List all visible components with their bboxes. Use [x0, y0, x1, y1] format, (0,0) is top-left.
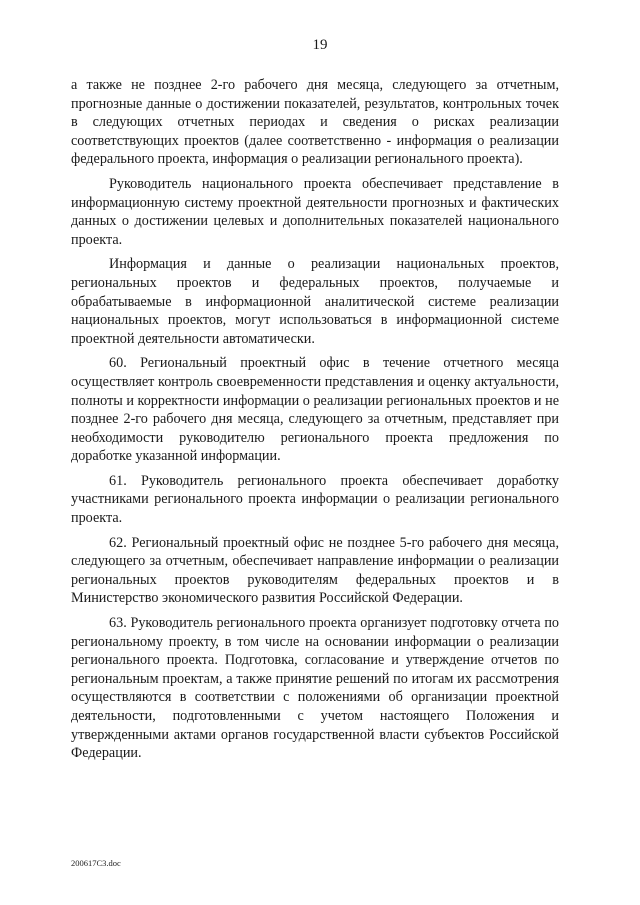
document-body [71, 76, 559, 769]
paragraph-national-project-head: Руководитель национального проекта обеспечивает представление в информационную систему проектной деятельности прогнозных и фактических данных о достижении целевых и дополнительных показателей национального проекта. [71, 175, 559, 248]
paragraph-item-63: 63. Руководитель регионального проекта организует подготовку отчета по региональному проекту, в том числе на основании информации о реализации регионального проекта. Подготовка, согласование и утверждение отчетов по региональным проектам, а также принятие решений по итогам их рассмотрения осуществляются в соответствии с положениями об организации проектной деятельности, подготовленными с учетом настоящего Положения и утвержденными актами органов государственной власти субъектов Российской Федерации. [71, 615, 559, 762]
paragraph-item-62: 62. Региональный проектный офис не позднее 5-го рабочего дня месяца, следующего за отчетным, обеспечивает направление информации о реализации региональных проектов руководителям федеральных проектов и в Министерство экономического развития Российской Федерации. [71, 534, 559, 607]
document-file-code: 200617С3.doc [71, 858, 121, 868]
page-number: 19 [312, 37, 328, 53]
paragraph-item-61: 61. Руководитель регионального проекта обеспечивает доработку участниками регионального проекта информации о реализации регионального проекта. [71, 472, 559, 527]
paragraph-item-60: 60. Региональный проектный офис в течение отчетного месяца осуществляет контроль своевременности представления и оценку актуальности, полноты и корректности информации о реализации региональных проектов и не позднее 2-го рабочего дня месяца, следующего за отчетным, представляет при необходимости руководителю регионального проекта предложения по доработке указанной информации. [71, 355, 559, 465]
paragraph-data-usage: Информация и данные о реализации национальных проектов, региональных проектов и федеральных проектов, получаемые и обрабатываемые в информационной аналитической системе реализации национальных проектов, могут использоваться в информационной системе проектной деятельности автоматически. [71, 256, 559, 347]
paragraph-continuation: а также не позднее 2-го рабочего дня месяца, следующего за отчетным, прогнозные данные о достижении показателей, результатов, контрольных точек в следующих отчетных периодах и сведения о рисках реализации соответствующих проектов (далее соответственно - информация о реализации федерального проекта, информация о реализации регионального проекта). [71, 77, 559, 168]
